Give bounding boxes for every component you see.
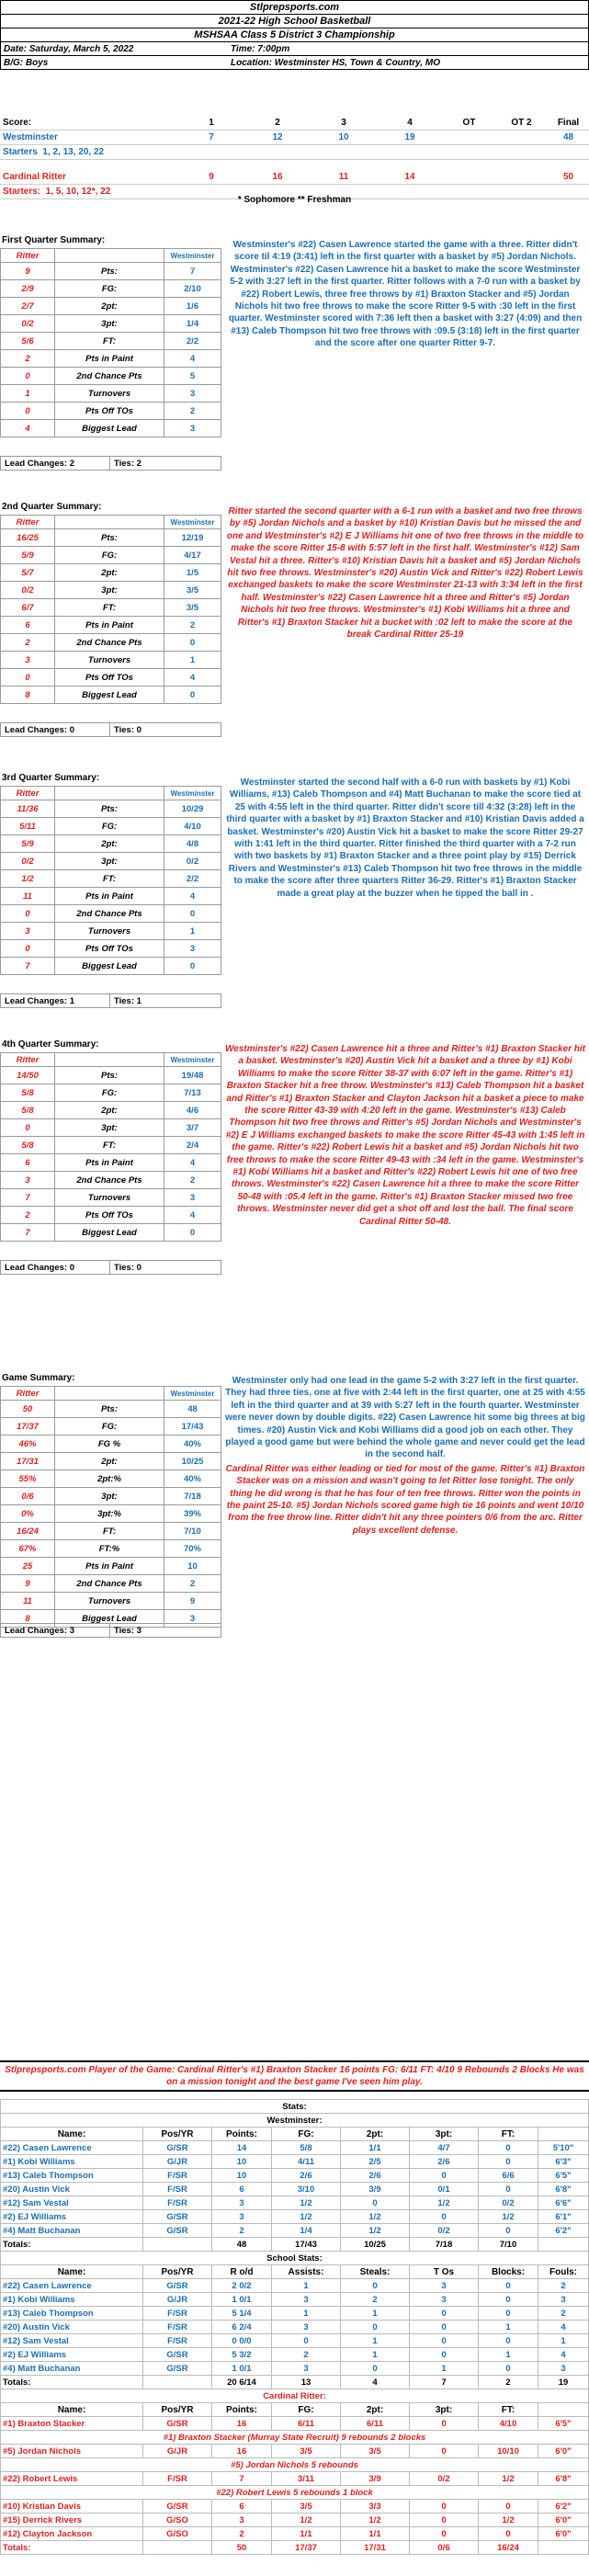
game-summary-westminster: Westminster only had one lead in the game 5-2 with 3:27 left in the first quarter. They had three ties, one at five with 2:44 left in the first quarter, one at 25 with 4:55 left in the third quarter and at 39 with 5:27 left in the fourth quarter. Westminster were never down by double digits. #22) Casen Lawrence hit some big threes at big times. #20) Austin Vick and Kobi Williams did a good job on each other. They played a good game but were behind the whole game and never could get the lead in the second half.: [225, 1376, 585, 1460]
stat-label: 2pt:: [55, 298, 164, 315]
stat-label: FT:: [55, 870, 164, 888]
westminster-stat-value: 1: [164, 652, 221, 669]
stat-label: 2pt:: [55, 564, 164, 582]
game-summary-stat-row: [1, 1488, 221, 1505]
game-summary-stat-row: [1, 1418, 221, 1436]
stat-label: Biggest Lead: [55, 958, 164, 975]
ritter-stat-value: 2: [1, 634, 55, 652]
quarter-2-stat-row: [1, 617, 221, 634]
school-stats-row: #4) Matt Buchanan G/SR 1 0/1 3 0 1 0 3: [1, 2362, 589, 2376]
stat-label: Turnovers: [55, 923, 164, 940]
game-summary-text: [225, 1375, 585, 1537]
westminster-stat-value: 1/6: [164, 298, 221, 315]
westminster-stat-value: 17/43: [164, 1418, 221, 1436]
ritter-stat-value: 7: [1, 1224, 55, 1242]
quarter-2-stat-row: [1, 529, 221, 547]
quarter-1-stat-row: [1, 420, 221, 437]
quarter-1-stat-row: [1, 333, 221, 350]
ritter-stat-value: 0%: [1, 1505, 55, 1523]
westminster-player-row: #4) Matt Buchanan G/SR 2 1/4 1/2 0/2 0 6'2": [1, 2224, 589, 2238]
ritter-player-note: #1) Braxton Stacker (Murray State Recruit) 9 rebounds 2 blocks: [1, 2431, 589, 2445]
ritter-stat-value: 8: [1, 687, 55, 704]
game-summary-stat-row: [1, 1436, 221, 1453]
stat-label: 2nd Chance Pts: [55, 1172, 164, 1189]
stat-label: Pts:: [55, 800, 164, 818]
stat-label: FG:: [55, 280, 164, 298]
westminster-stat-value: 5: [164, 368, 221, 385]
quarter-1-stat-row: [1, 385, 221, 403]
westminster-stat-value: 4: [164, 1154, 221, 1172]
westminster-stat-value: 2: [164, 1172, 221, 1189]
stat-label: 3pt:: [55, 1119, 164, 1137]
westminster-stat-value: 48: [164, 1401, 221, 1418]
quarter-3-stats-table: [0, 786, 221, 975]
school-stats-row: #2) EJ Williams G/SR 5 3/2 2 1 0 1 4: [1, 2348, 589, 2362]
quarter-3-stat-row: [1, 958, 221, 975]
quarter-4-stat-row: [1, 1189, 221, 1207]
stat-label: Biggest Lead: [55, 420, 164, 437]
quarter-2-stat-row: [1, 687, 221, 704]
stat-label: 2pt:: [55, 1453, 164, 1470]
westminster-player-row: #22) Casen Lawrence G/SR 14 5/8 1/1 4/7 0 5'10": [1, 2141, 589, 2155]
ritter-title: Cardinal Ritter:: [1, 2389, 589, 2403]
ritter-stat-value: 0: [1, 940, 55, 958]
westminster-stat-value: 10/29: [164, 800, 221, 818]
ritter-stat-value: 25: [1, 1558, 55, 1575]
ties: Ties: 0: [110, 723, 221, 737]
quarter-1-summary: Westminster's #22) Casen Lawrence started the game with a three. Ritter didn't score til 4:19 (3:41) left in the first quarter with a basket by #5) Jordan Nichols. Westminster's #22) Casen Lawrence hit a basket to make the score Westminster 5-2 with 3:27 left in the first quarter. Ritter follows with a 7-0 run with a basket by #22) Robert Lewis, three free throws by #1) Braxton Stacker and #5) Jordan Nichols hit two free throws to make the score Ritter 9-5 with :30 left in the first quarter. Westminster scored with 7:36 left then a basket with 3:27 (4:09) and then #13) Caleb Thompson hit two free throws with :09.5 (3:18) left in the first quarter and the score after one quarter Ritter 9-7.: [228, 240, 583, 349]
quarter-4-lead-changes: [0, 1260, 221, 1275]
quarter-2-title: 2nd Quarter Summary:: [2, 502, 102, 512]
tournament-title: 2021-22 High School Basketball: [1, 15, 589, 28]
ritter-stat-value: 11/36: [1, 800, 55, 818]
header-table: [0, 0, 589, 70]
quarter-2-stat-row: [1, 634, 221, 652]
championship-title: MSHSAA Class 5 District 3 Championship: [1, 28, 589, 42]
ritter-stat-value: 0: [1, 1119, 55, 1137]
game-summary-title: Game Summary:: [2, 1373, 75, 1383]
school-stats-row: #12) Sam Vestal F/SR 0 0/0 0 1 0 0 1: [1, 2334, 589, 2348]
game-summary-stat-row: [1, 1470, 221, 1488]
ties: Ties: 3: [110, 1624, 221, 1638]
stat-label: 3pt:%: [55, 1505, 164, 1523]
westminster-stat-value: 1: [164, 923, 221, 940]
ritter-stat-value: 2/7: [1, 298, 55, 315]
stat-label: 2nd Chance Pts: [55, 634, 164, 652]
quarter-1-stat-row: [1, 350, 221, 368]
lead-changes: Lead Changes: 0: [1, 723, 110, 737]
game-location: Location: Westminster HS, Town & Country, MO: [228, 56, 589, 70]
quarter-3-stat-row: [1, 818, 221, 835]
lead-changes: Lead Changes: 0: [1, 1261, 110, 1275]
quarter-4-stats-table: [0, 1052, 221, 1242]
site-title: Stlprepsports.com: [1, 1, 589, 15]
game-date: Date: Saturday, March 5, 2022: [1, 42, 229, 56]
stat-label: 2nd Chance Pts: [55, 368, 164, 385]
game-summary-stat-row: [1, 1558, 221, 1575]
quarter-3-title: 3rd Quarter Summary:: [2, 773, 100, 783]
school-stats-row: #13) Caleb Thompson F/SR 5 1/4 1 1 0 0 2: [1, 2307, 589, 2321]
ritter-player-row: #5) Jordan Nichols G/JR 16 3/5 3/5 0 10/10 6'0": [1, 2445, 589, 2458]
westminster-stat-value: 3: [164, 1610, 221, 1628]
ritter-stat-value: 16/24: [1, 1523, 55, 1540]
westminster-player-row: #1) Kobi Williams G/JR 10 4/11 2/5 2/6 0 6'3": [1, 2155, 589, 2169]
westminster-player-row: #2) EJ Williams G/SR 3 1/2 1/2 0 1/2 6'1": [1, 2210, 589, 2224]
westminster-stat-value: 39%: [164, 1505, 221, 1523]
school-stats-cols: Name: Pos/YR R o/d Assists: Steals: T Os Blocks: Fouls:: [1, 2265, 589, 2279]
stat-label: Pts:: [55, 529, 164, 547]
stat-label: Pts in Paint: [55, 350, 164, 368]
westminster-title: Westminster:: [1, 2114, 589, 2128]
stat-label: FT:: [55, 1523, 164, 1540]
stat-label: 3pt:: [55, 853, 164, 870]
player-of-game: Stlprepsports.com Player of the Game: Cardinal Ritter's #1) Braxton Stacker 16 points FG: 6/11 FT: 4/10 9 Rebounds 2 Blocks He was on a mission tonight and the best game I've seen him play.: [0, 2060, 589, 2092]
ritter-stat-value: 7: [1, 958, 55, 975]
school-stats-totals-row: Totals: 20 6/14 13 4 7 2 19: [1, 2376, 589, 2389]
stat-label: 3pt:: [55, 582, 164, 599]
quarter-1-stat-row: [1, 315, 221, 333]
ritter-stat-value: 6: [1, 1154, 55, 1172]
stat-label: 3pt:: [55, 315, 164, 333]
quarter-4-stat-row: [1, 1119, 221, 1137]
quarter-3-stat-row: [1, 888, 221, 905]
ritter-stat-value: 2: [1, 1207, 55, 1224]
westminster-stat-value: 2: [164, 617, 221, 634]
ritter-stat-value: 9: [1, 1575, 55, 1593]
quarter-4-summary: Westminster's #22) Casen Lawrence hit a three and Ritter's #1) Braxton Stacker hit a basket. Westminster's #20) Austin Vick hit a basket and a three by #1) Kobi Williams to make the score Ritter 38-37 with 6:07 left in the game. Ritter's #1) Braxton Stacker hit a free throw. Westminster's #13) Caleb Thompson hit a basket and Ritter's #1) Braxton Stacker and Clayton Jackson hit a basket a piece to make the score Ritter 43-39 with 4:20 left in the game. Westminster's #13) Caleb Thompson hit two free throws and Ritter's #5) Jordan Nichols and Westminster's #2) E J Williams exchanged baskets to make the score Ritter 45-43 with 1:45 left in the game. Ritter's #22) Robert Lewis hit a basket and #5) Jordan Nichols hit two free throws to make the score Ritter 49-43 with :34 left in the game. Westminster's #1) Kobi Williams hit a basket and Ritter's #22) Robert Lewis hit one of two free throws. Westminster's #22) Casen Lawrence hit a three to make the score Ritter 50-48 with :05.4 left in the game. Ritter's #1) Braxton Stacker missed two free throws. Westminster never did get a shot off and lost the ball. The final score Cardinal Ritter 50-48.: [225, 1044, 585, 1227]
ritter-stat-value: 5/8: [1, 1102, 55, 1119]
ritter-totals-row: Totals: 50 17/37 17/31 0/6 16/24: [1, 2541, 589, 2555]
game-summary-stat-row: [1, 1593, 221, 1610]
westminster-stat-value: 40%: [164, 1436, 221, 1453]
westminster-player-row: #20) Austin Vick F/SR 6 3/10 3/9 0/1 0 6'8": [1, 2183, 589, 2196]
quarter-1-stat-row: [1, 403, 221, 420]
westminster-cols: Name: Pos/YR Points: FG: 2pt: 3pt: FT:: [1, 2128, 589, 2141]
quarter-2-stat-row: [1, 652, 221, 669]
westminster-stat-value: 0: [164, 687, 221, 704]
westminster-stat-value: 3/7: [164, 1119, 221, 1137]
westminster-stat-value: 4: [164, 1207, 221, 1224]
westminster-stat-value: 0: [164, 1224, 221, 1242]
quarter-2-stat-row: [1, 599, 221, 617]
quarter-1-stat-row: [1, 298, 221, 315]
lead-changes: Lead Changes: 1: [1, 994, 110, 1008]
quarter-2-summary: Ritter started the second quarter with a 6-1 run with a basket and two free throws by #5) Jordan Nichols and a basket by #10) Kristian Davis but he missed the and one and Westminster's #2) E J Williams hit one of two free throws in the middle to make the score Ritter 15-8 with 5:57 left in the first half. Westminster's #12) Sam Vestal hit a three. Ritter's #10) Kristian Davis hit a basket and #5) Jordan Nichols hit two free throws. Westminster's #20) Austin Vick and Ritter's #22) Robert Lewis exchanged baskets to make the score Westminster 21-13 with 3:34 left in the first half. Westminster's #22) Casen Lawrence hit a three and Ritter's #5) Jordan Nichols hit two free throws. Westminster's #1) Kobi Williams hit a three and Ritter's #1) Braxton Stacker hit a bucket with :02 left to make the score at the break Cardinal Ritter 25-19: [226, 506, 584, 641]
westminster-player-row: #13) Caleb Thompson F/SR 10 2/6 2/6 0 6/6 6'5": [1, 2169, 589, 2183]
stat-label: Biggest Lead: [55, 1610, 164, 1628]
quarter-1-stat-row: [1, 280, 221, 298]
quarter-2-stats-header: Ritter Westminster: [1, 516, 221, 529]
quarter-2-stat-row: [1, 564, 221, 582]
quarter-4-stat-row: [1, 1154, 221, 1172]
ritter-stat-value: 11: [1, 888, 55, 905]
stat-label: 2pt:: [55, 1102, 164, 1119]
stat-label: Pts:: [55, 263, 164, 280]
westminster-stat-value: 7/13: [164, 1084, 221, 1102]
westminster-stat-value: 4/6: [164, 1102, 221, 1119]
quarter-3-stat-row: [1, 923, 221, 940]
school-stats-title: School Stats:: [1, 2252, 589, 2265]
westminster-stat-value: 12/19: [164, 529, 221, 547]
quarter-3-stat-row: [1, 905, 221, 923]
stat-label: Pts Off TOs: [55, 1207, 164, 1224]
ritter-stat-value: 0: [1, 669, 55, 687]
ritter-stat-value: 1/2: [1, 870, 55, 888]
ritter-stat-value: 16/25: [1, 529, 55, 547]
ritter-stat-value: 5/8: [1, 1084, 55, 1102]
stat-label: Pts in Paint: [55, 1558, 164, 1575]
ritter-stat-value: 0/2: [1, 582, 55, 599]
quarter-4-stat-row: [1, 1102, 221, 1119]
quarter-3-stat-row: [1, 853, 221, 870]
westminster-stat-value: 7: [164, 263, 221, 280]
ritter-stat-value: 50: [1, 1401, 55, 1418]
linescore-table: [0, 116, 589, 199]
quarter-2-lead-changes: [0, 722, 221, 737]
ritter-player-note: #22) Robert Lewis 5 rebounds 1 block: [1, 2486, 589, 2500]
stat-label: 3pt:: [55, 1488, 164, 1505]
ritter-player-row: #10) Kristian Davis G/SR 6 3/5 3/3 0 0 6'2": [1, 2500, 589, 2514]
westminster-starters-row: Starters 1, 2, 13, 20, 22: [0, 145, 589, 160]
game-time: Time: 7:00pm: [228, 42, 589, 56]
quarter-2-stat-row: [1, 582, 221, 599]
ritter-stat-value: 11: [1, 1593, 55, 1610]
game-summary-stats-header: Ritter Westminster: [1, 1387, 221, 1401]
quarter-2-stats-table: [0, 515, 221, 704]
ritter-stat-value: 0/2: [1, 315, 55, 333]
linescore-westminster-row: Westminster 7 12 10 19 48: [0, 131, 589, 145]
westminster-stat-value: 3/5: [164, 582, 221, 599]
westminster-stat-value: 4/8: [164, 835, 221, 853]
quarter-2-stat-row: [1, 669, 221, 687]
stat-label: Pts Off TOs: [55, 940, 164, 958]
stat-label: 2nd Chance Pts: [55, 1575, 164, 1593]
school-stats-row: #20) Austin Vick F/SR 6 2/4 3 0 0 1 4: [1, 2321, 589, 2334]
stat-label: Pts Off TOs: [55, 669, 164, 687]
ritter-starters-row: Starters: 1, 5, 10, 12*, 22: [0, 185, 589, 199]
quarter-4-stat-row: [1, 1084, 221, 1102]
ritter-cols: Name: Pos/YR Points: FG: 2pt: 3pt: FT:: [1, 2403, 589, 2417]
quarter-3-stat-row: [1, 800, 221, 818]
stats-title: Stats:: [1, 2100, 589, 2114]
ritter-stat-value: 46%: [1, 1436, 55, 1453]
ritter-stat-value: 6/7: [1, 599, 55, 617]
ritter-stat-value: 5/11: [1, 818, 55, 835]
ritter-stat-value: 55%: [1, 1470, 55, 1488]
quarter-1-stat-row: [1, 263, 221, 280]
stat-label: Pts in Paint: [55, 1154, 164, 1172]
stat-label: Turnovers: [55, 385, 164, 403]
ritter-stat-value: 8: [1, 1610, 55, 1628]
ritter-stat-value: 0: [1, 403, 55, 420]
ties: Ties: 1: [110, 994, 221, 1008]
ritter-stat-value: 0/6: [1, 1488, 55, 1505]
stat-label: FT:: [55, 333, 164, 350]
ritter-player-row: #15) Derrick Rivers G/SO 3 1/2 1/2 0 1/2 6'0": [1, 2514, 589, 2527]
stat-label: FT:: [55, 599, 164, 617]
game-summary-stat-row: [1, 1523, 221, 1540]
quarter-1-stats-table: [0, 248, 221, 437]
ritter-stat-value: 17/37: [1, 1418, 55, 1436]
stat-label: Pts:: [55, 1401, 164, 1418]
stat-label: FT:%: [55, 1540, 164, 1558]
ties: Ties: 0: [110, 1261, 221, 1275]
quarter-1-stat-row: [1, 368, 221, 385]
westminster-stat-value: 0: [164, 634, 221, 652]
game-summary-stats-table: [0, 1386, 221, 1628]
ritter-stat-value: 5/9: [1, 835, 55, 853]
ritter-stat-value: 5/6: [1, 333, 55, 350]
westminster-stat-value: 1/5: [164, 564, 221, 582]
westminster-stat-value: 7/18: [164, 1488, 221, 1505]
westminster-player-row: #12) Sam Vestal F/SR 3 1/2 0 1/2 0/2 6'6": [1, 2196, 589, 2210]
westminster-stat-value: 2: [164, 403, 221, 420]
linescore-ritter-row: Cardinal Ritter 9 16 11 14 50: [0, 170, 589, 185]
westminster-stat-value: 3: [164, 1189, 221, 1207]
quarter-1-stats-header: Ritter Westminster: [1, 249, 221, 263]
westminster-stat-value: 2/2: [164, 333, 221, 350]
westminster-stat-value: 3: [164, 420, 221, 437]
stat-label: Pts in Paint: [55, 888, 164, 905]
game-summary-stat-row: [1, 1505, 221, 1523]
quarter-4-stat-row: [1, 1172, 221, 1189]
quarter-1-lead-changes: [0, 456, 221, 471]
westminster-stat-value: 2/10: [164, 280, 221, 298]
westminster-stat-value: 9: [164, 1593, 221, 1610]
westminster-stat-value: 40%: [164, 1470, 221, 1488]
stat-label: Turnovers: [55, 652, 164, 669]
school-stats-row: #1) Kobi Williams G/JR 1 0/1 3 2 3 0 3: [1, 2293, 589, 2307]
quarter-4-stat-row: [1, 1207, 221, 1224]
westminster-stat-value: 1/4: [164, 315, 221, 333]
westminster-stat-value: 2: [164, 1575, 221, 1593]
ritter-stat-value: 14/50: [1, 1067, 55, 1084]
ritter-stat-value: 1: [1, 385, 55, 403]
quarter-4-title: 4th Quarter Summary:: [2, 1039, 99, 1050]
ritter-stat-value: 5/8: [1, 1137, 55, 1154]
quarter-2-stat-row: [1, 547, 221, 564]
stat-label: 2pt:%: [55, 1470, 164, 1488]
quarter-4-stat-row: [1, 1067, 221, 1084]
ritter-stat-value: 6: [1, 617, 55, 634]
ritter-player-row: #12) Clayton Jackson G/SO 2 1/1 1/1 0 0 6'0": [1, 2527, 589, 2541]
westminster-stat-value: 2/2: [164, 870, 221, 888]
ritter-stat-value: 2: [1, 350, 55, 368]
ritter-stat-value: 17/31: [1, 1453, 55, 1470]
ritter-stat-value: 2/9: [1, 280, 55, 298]
stat-label: FT:: [55, 1137, 164, 1154]
quarter-3-lead-changes: [0, 993, 221, 1008]
westminster-stat-value: 70%: [164, 1540, 221, 1558]
westminster-stat-value: 10/25: [164, 1453, 221, 1470]
westminster-stat-value: 3: [164, 385, 221, 403]
ties: Ties: 2: [110, 457, 221, 471]
linescore-header: Score: 1 2 3 4 OT OT 2 Final: [0, 116, 589, 131]
westminster-stat-value: 0: [164, 905, 221, 923]
ritter-stat-value: 5/9: [1, 547, 55, 564]
class-note: * Sophomore ** Freshman: [237, 195, 352, 205]
ritter-stat-value: 0: [1, 368, 55, 385]
quarter-3-summary: Westminster started the second half with a 6-0 run with baskets by #1) Kobi Williams, #13) Caleb Thompson and #4) Matt Buchanan to make the score tied at 25 with 4:55 left in the third quarter. Ritter didn't score till 4:32 (3:28) left in the third quarter with a basket by #1) Braxton Stacker and #10) Kristian Davis added a basket. Westminster's #20) Austin Vick hit a basket to make the score Ritter 29-27 with 1:41 left in the third quarter. Ritter finished the third quarter with a 7-2 run with two baskets by #1) Braxton Stacker and a three point play by #15) Derrick Rivers and Westminster's #13) Caleb Thompson hit two free throws in the middle to make the score after three quarters Ritter 36-29. Ritter's #1) Braxton Stacker made a great play at the buzzer when he tipped the ball in .: [226, 777, 584, 899]
stat-label: Turnovers: [55, 1189, 164, 1207]
westminster-box-table: [0, 2099, 589, 2555]
ritter-stat-value: 0: [1, 905, 55, 923]
westminster-stat-value: 0: [164, 958, 221, 975]
game-gender: B/G: Boys: [1, 56, 229, 70]
game-summary-stat-row: [1, 1401, 221, 1418]
stat-label: Pts Off TOs: [55, 403, 164, 420]
westminster-stat-value: 3/5: [164, 599, 221, 617]
game-summary-stat-row: [1, 1540, 221, 1558]
ritter-stat-value: 5/7: [1, 564, 55, 582]
westminster-stat-value: 2/4: [164, 1137, 221, 1154]
stat-label: FG:: [55, 1084, 164, 1102]
stat-label: FG:: [55, 818, 164, 835]
school-stats-row: #22) Casen Lawrence G/SR 2 0/2 1 0 3 0 2: [1, 2279, 589, 2293]
quarter-4-stat-row: [1, 1224, 221, 1242]
westminster-stat-value: 3: [164, 940, 221, 958]
ritter-player-note: #5) Jordan Nichols 5 rebounds: [1, 2458, 589, 2472]
stat-label: Biggest Lead: [55, 1224, 164, 1242]
lead-changes: Lead Changes: 2: [1, 457, 110, 471]
lead-changes: Lead Changes: 3: [1, 1624, 110, 1638]
stat-label: Turnovers: [55, 1593, 164, 1610]
ritter-stat-value: 4: [1, 420, 55, 437]
ritter-player-row: #1) Braxton Stacker G/SR 16 6/11 6/11 0 4/10 6'5": [1, 2417, 589, 2431]
westminster-stat-value: 4: [164, 350, 221, 368]
quarter-1-title: First Quarter Summary:: [2, 235, 106, 245]
westminster-totals-row: Totals: 48 17/43 10/25 7/18 7/10: [1, 2238, 589, 2252]
quarter-3-stat-row: [1, 835, 221, 853]
quarter-3-stat-row: [1, 870, 221, 888]
game-summary-stat-row: [1, 1575, 221, 1593]
stat-label: Biggest Lead: [55, 687, 164, 704]
ritter-stat-value: 9: [1, 263, 55, 280]
westminster-stat-value: 4: [164, 669, 221, 687]
westminster-stat-value: 7/10: [164, 1523, 221, 1540]
ritter-stat-value: 0/2: [1, 853, 55, 870]
ritter-player-row: #22) Robert Lewis F/SR 7 3/11 3/9 0/2 1/2 6'8": [1, 2472, 589, 2486]
stat-label: Pts:: [55, 1067, 164, 1084]
stat-label: FG %: [55, 1436, 164, 1453]
ritter-stat-value: 3: [1, 923, 55, 940]
ritter-stat-value: 3: [1, 1172, 55, 1189]
quarter-4-stat-row: [1, 1137, 221, 1154]
westminster-stat-value: 4/17: [164, 547, 221, 564]
game-summary-stat-row: [1, 1453, 221, 1470]
westminster-stat-value: 10: [164, 1558, 221, 1575]
quarter-3-stats-header: Ritter Westminster: [1, 787, 221, 800]
game-summary-ritter: Cardinal Ritter was either leading or tied for most of the game. Ritter's #1) Braxton Stacker was on a mission and wasn't going to let Ritter lose tonight. The only thing he did wrong is that he has four of ten free throws. Ritter won the points in the paint 25-10. #5) Jordan Nichols scored game high tie 16 points and went 10/10 from the free throw line. Ritter didn't hit any three pointers 0/6 from the arc. Ritter plays excellent defense.: [225, 1463, 585, 1536]
stat-label: FG:: [55, 547, 164, 564]
westminster-stat-value: 4/10: [164, 818, 221, 835]
stat-label: Pts in Paint: [55, 617, 164, 634]
stat-label: 2nd Chance Pts: [55, 905, 164, 923]
stat-label: FG:: [55, 1418, 164, 1436]
westminster-stat-value: 4: [164, 888, 221, 905]
quarter-4-stats-header: Ritter Westminster: [1, 1053, 221, 1067]
ritter-stat-value: 7: [1, 1189, 55, 1207]
ritter-stat-value: 3: [1, 652, 55, 669]
westminster-stat-value: 19/48: [164, 1067, 221, 1084]
game-summary-lead-changes: [0, 1623, 221, 1638]
westminster-stat-value: 0/2: [164, 853, 221, 870]
quarter-3-stat-row: [1, 940, 221, 958]
ritter-stat-value: 67%: [1, 1540, 55, 1558]
stat-label: 2pt:: [55, 835, 164, 853]
